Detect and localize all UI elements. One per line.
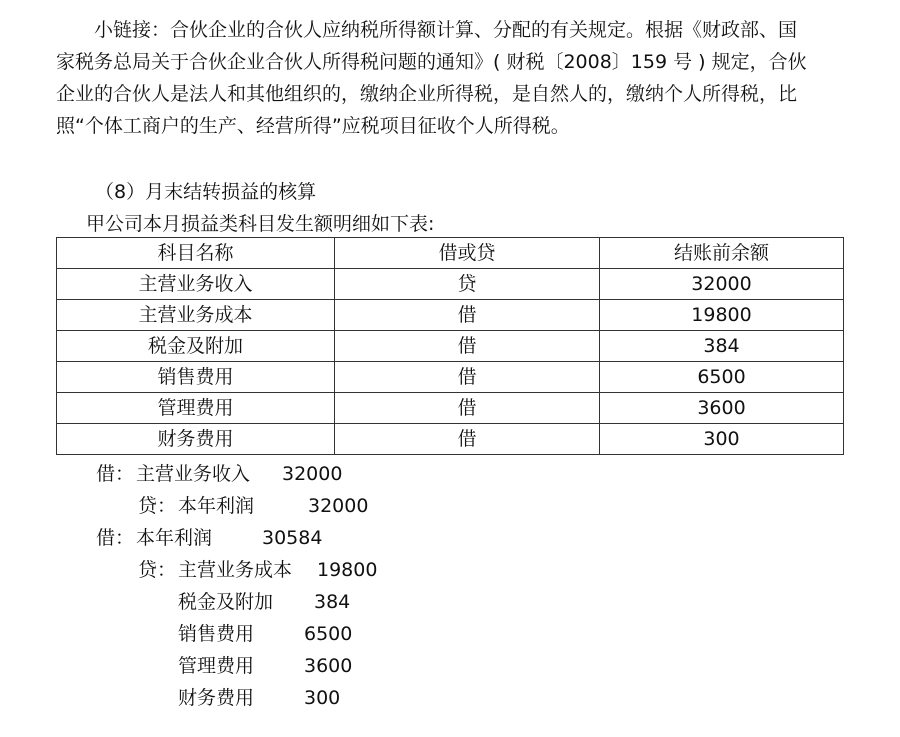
header-account-name: 科目名称 xyxy=(57,238,335,269)
credit-account: 财务费用 xyxy=(178,687,255,709)
table-row xyxy=(57,331,844,362)
profit-loss-table xyxy=(56,237,844,455)
table-row xyxy=(57,362,844,393)
debit-account: 主营业务收入 xyxy=(136,463,251,485)
cell-account: 管理费用 xyxy=(57,393,335,424)
credit-amount: 6500 xyxy=(304,623,353,645)
credit-amount: 300 xyxy=(304,687,341,709)
cell-balance: 3600 xyxy=(600,393,844,424)
table-caption: 甲公司本月损益类科目发生额明细如下表: xyxy=(86,213,435,235)
note-line: 小链接：合伙企业的合伙人应纳税所得额计算、分配的有关规定。根据《财政部、国 xyxy=(94,19,798,41)
credit-amount: 19800 xyxy=(317,559,378,581)
table-row xyxy=(57,424,844,455)
cell-direction: 借 xyxy=(335,424,600,455)
credit-account: 管理费用 xyxy=(178,655,255,677)
tax-note-paragraph xyxy=(56,14,846,142)
credit-amount: 384 xyxy=(314,591,351,613)
cell-account: 税金及附加 xyxy=(57,331,335,362)
cell-direction: 借 xyxy=(335,331,600,362)
cell-direction: 借 xyxy=(335,393,600,424)
credit-label: 贷： xyxy=(138,559,177,581)
table-row xyxy=(57,393,844,424)
credit-account: 销售费用 xyxy=(178,623,255,645)
note-line: 家税务总局关于合伙企业合伙人所得税问题的通知》( 财税〔2008〕159 号 ) 规定，合伙 xyxy=(56,51,807,73)
credit-amount: 32000 xyxy=(308,495,369,517)
credit-account: 主营业务成本 xyxy=(178,559,293,581)
table-row xyxy=(57,300,844,331)
credit-account: 本年利润 xyxy=(178,495,255,517)
note-line: 企业的合伙人是法人和其他组织的，缴纳企业所得税，是自然人的，缴纳个人所得税，比 xyxy=(56,83,798,105)
credit-label: 贷： xyxy=(138,495,177,517)
cell-direction: 贷 xyxy=(335,269,600,300)
debit-amount: 30584 xyxy=(262,527,323,549)
header-debit-credit: 借或贷 xyxy=(335,238,600,269)
debit-account: 本年利润 xyxy=(136,527,213,549)
cell-direction: 借 xyxy=(335,300,600,331)
cell-balance: 6500 xyxy=(600,362,844,393)
debit-label: 借： xyxy=(96,463,135,485)
cell-balance: 300 xyxy=(600,424,844,455)
debit-amount: 32000 xyxy=(282,463,343,485)
credit-account: 税金及附加 xyxy=(178,591,274,613)
note-line: 照“个体工商户的生产、经营所得”应税项目征收个人所得税。 xyxy=(56,115,570,137)
credit-amount: 3600 xyxy=(304,655,353,677)
cell-account: 财务费用 xyxy=(57,424,335,455)
cell-account: 主营业务成本 xyxy=(57,300,335,331)
cell-account: 销售费用 xyxy=(57,362,335,393)
cell-balance: 19800 xyxy=(600,300,844,331)
section-title: （8）月末结转损益的核算 xyxy=(95,181,317,203)
table-row xyxy=(57,269,844,300)
cell-direction: 借 xyxy=(335,362,600,393)
cell-account: 主营业务收入 xyxy=(57,269,335,300)
cell-balance: 384 xyxy=(600,331,844,362)
table-header-row xyxy=(57,238,844,269)
cell-balance: 32000 xyxy=(600,269,844,300)
header-balance: 结账前余额 xyxy=(600,238,844,269)
debit-label: 借： xyxy=(96,527,135,549)
